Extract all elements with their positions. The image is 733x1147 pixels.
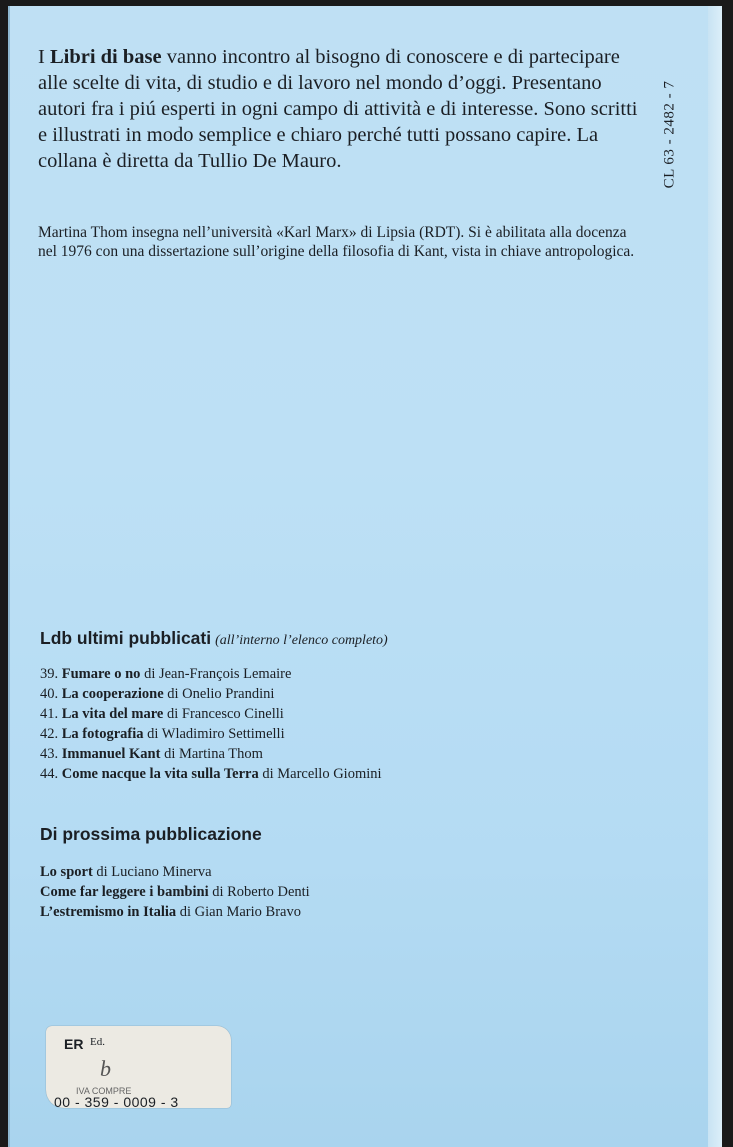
sticker-ed: Ed. [90,1036,105,1048]
item-author: di Francesco Cinelli [163,706,284,722]
author-bio: Martina Thom insegna nell’università «Karl Marx» di Lipsia (RDT). Si è abilitata alla docenza nel 1976 con una dissertazione sull’origine della filosofia di Kant, vista in chiave antropologica. [38,224,635,260]
list-item [40,862,310,882]
item-author: di Luciano Minerva [92,864,212,880]
item-title: Immanuel Kant [61,746,161,762]
list-item [40,724,382,744]
item-title: Come far leggere i bambini [40,884,209,900]
isbn-number: 00 - 359 - 0009 - 3 [54,1094,179,1110]
intro-lead: I [38,46,50,68]
sticker-stamp: IVA COMPRE [76,1086,132,1096]
list-item [40,764,382,784]
item-author: di Jean-François Lemaire [140,666,292,682]
catalog-code [650,64,690,204]
item-title: La fotografia [61,726,144,742]
item-author: di Gian Mario Bravo [176,904,301,920]
item-title: Come nacque la vita sulla Terra [61,766,259,782]
book-back-cover [8,6,722,1147]
item-title: La cooperazione [61,686,164,702]
recent-heading [40,628,388,649]
series-description [38,44,638,174]
list-item [40,664,382,684]
catalog-code-text: CL 63 - 2482 - 7 [661,80,678,188]
recent-heading-text: Ldb ultimi pubblicati [40,628,212,648]
item-author: di Roberto Denti [208,884,310,900]
sticker-brand: ER [64,1036,84,1052]
sticker-pencil-mark: b [100,1056,111,1081]
upcoming-heading: Di prossima pubblicazione [40,824,262,844]
list-item [40,882,310,902]
upcoming-list [40,862,310,922]
item-title: L’estremismo in Italia [40,904,177,920]
item-number: 41. [40,706,59,722]
item-title: La vita del mare [61,706,164,722]
list-item [40,744,382,764]
item-number: 42. [40,726,59,742]
cover-edge [708,6,722,1147]
intro-text: vanno incontro al bisogno di conoscere e di partecipare alle scelte di vita, di studio e di lavoro nel mondo d’oggi. Presentano autori fra i piú esperti in ogni campo di attività e di interesse. Sono scritti e illustrati in modo semplice e chiaro perché tutti possano capire. La collana è diretta da Tullio De Mauro. [38,46,638,172]
recent-list [40,664,382,784]
item-title: Fumare o no [61,666,141,682]
item-title: Lo sport [40,864,93,880]
list-item [40,684,382,704]
item-author: di Onelio Prandini [163,686,275,702]
item-number: 43. [40,746,59,762]
item-author: di Marcello Giomini [258,766,382,782]
series-name: Libri di base [49,46,162,68]
item-number: 44. [40,766,59,782]
item-author: di Wladimiro Settimelli [143,726,285,742]
recent-note: (all’interno l’elenco completo) [215,633,388,648]
item-number: 40. [40,686,59,702]
item-number: 39. [40,666,59,682]
item-author: di Martina Thom [160,746,263,762]
list-item [40,704,382,724]
list-item [40,902,310,922]
